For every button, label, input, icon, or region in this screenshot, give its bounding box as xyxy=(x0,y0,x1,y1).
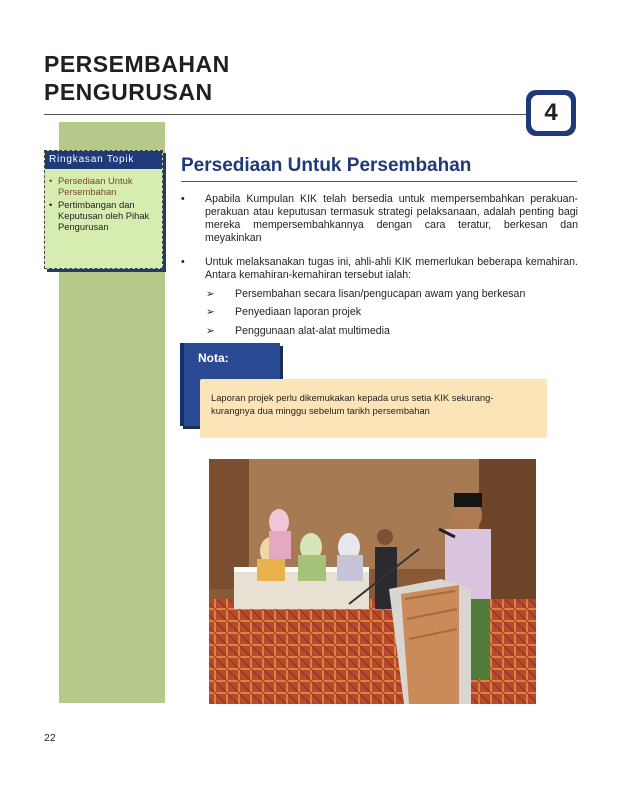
note-text-line-2: kurangnya dua minggu sebelum tarikh persembahan xyxy=(211,405,430,416)
skill-list-item xyxy=(206,325,390,338)
topic-summary-list xyxy=(45,175,162,232)
note-text-line-1: Laporan projek perlu dikemukakan kepada urus setia KIK sekurang- xyxy=(211,392,494,403)
chapter-number: 4 xyxy=(531,95,571,131)
bullet-paragraph xyxy=(181,256,578,282)
title-divider xyxy=(44,114,527,115)
arrow-bullet-icon: ➢ xyxy=(206,325,215,337)
page-number: 22 xyxy=(44,732,56,744)
arrow-bullet-icon: ➢ xyxy=(206,288,215,300)
skill-text: Penyediaan laporan projek xyxy=(235,306,362,318)
bullet-dot: • xyxy=(181,193,185,205)
skill-list-item xyxy=(206,288,525,301)
skill-list-item xyxy=(206,306,361,319)
section-title: Persediaan Untuk Persembahan xyxy=(181,155,472,176)
topic-summary-item: • Persediaan Untuk Persembahan xyxy=(49,175,160,197)
bullet-dot: • xyxy=(181,256,185,268)
presentation-photo xyxy=(209,459,536,704)
note-box xyxy=(200,379,547,438)
chapter-badge xyxy=(526,90,576,136)
page-title xyxy=(44,50,230,106)
skill-text: Persembahan secara lisan/pengucapan awam yang berkesan xyxy=(235,288,526,300)
bullet-text: Untuk melaksanakan tugas ini, ahli-ahli KIK memerlukan beberapa kemahiran. Antara kemahiran-kemahiran tersebut ialah: xyxy=(205,256,578,281)
topic-summary-heading: Ringkasan Topik xyxy=(45,151,162,169)
skill-text: Penggunaan alat-alat multimedia xyxy=(235,325,390,337)
page-title-line-1: PERSEMBAHAN xyxy=(44,51,230,77)
arrow-bullet-icon: ➢ xyxy=(206,306,215,318)
bullet-paragraph xyxy=(181,193,578,245)
topic-summary-item: • Pertimbangan dan Keputusan oleh Pihak Pengurusan xyxy=(49,199,160,232)
page-title-line-2: PENGURUSAN xyxy=(44,79,213,105)
section-divider xyxy=(181,181,577,182)
bullet-text: Apabila Kumpulan KIK telah bersedia untuk mempersembahkan perakuan-perakuan atau keputusan termasuk strategi pelaksanaan, adalah penting bagi mereka mempersembahkannya dengan cara teratur, berkesan dan meyakinkan xyxy=(205,193,578,244)
note-label: Nota: xyxy=(198,351,229,365)
topic-summary-box xyxy=(44,150,163,269)
